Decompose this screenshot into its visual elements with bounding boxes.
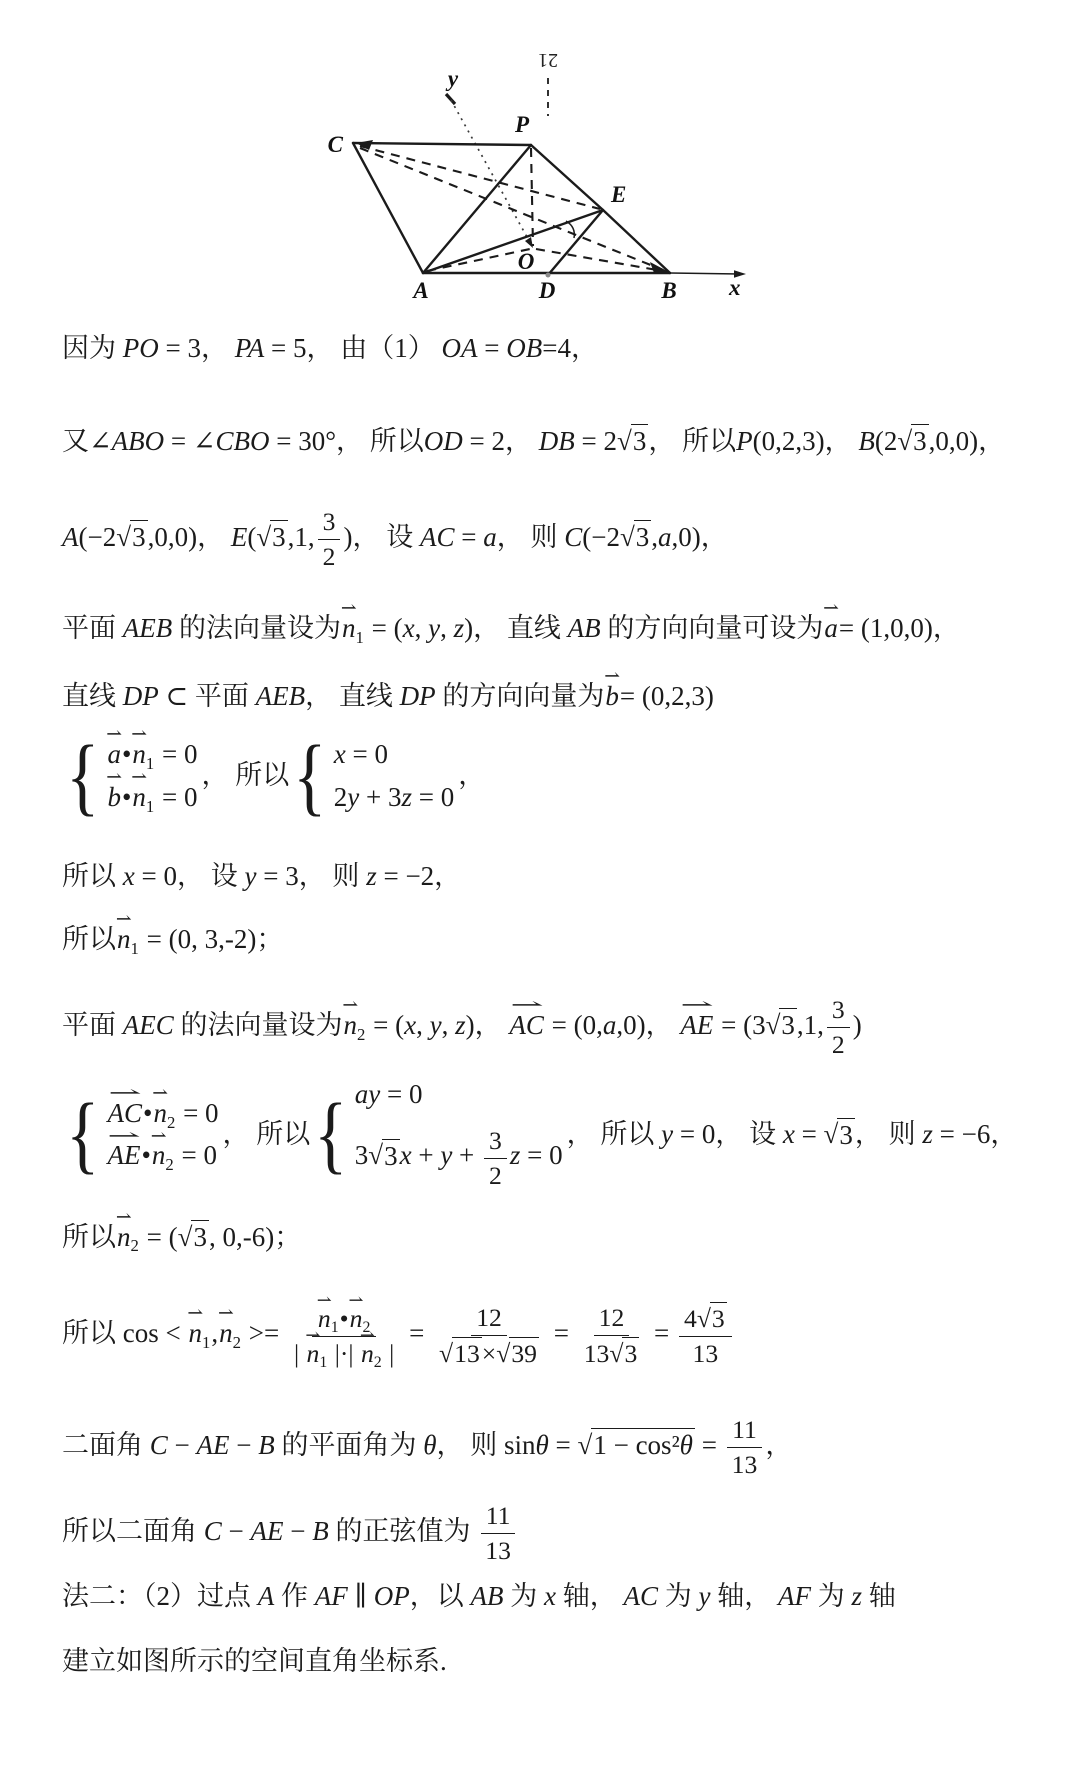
line-coords-a-e-c: A(−2 √ 3 ,0,0) ， E( √ 3 ,1, $\frac{3}{2}$ ) ， 设 AC = a ， 则 C(−2 √ 3 ,a,0) ， <box>62 502 728 573</box>
vector-n1: ⇀ n 1 <box>307 1338 328 1370</box>
fraction: 12 13 √ 3 <box>579 1298 645 1370</box>
segment-CE-dashed <box>360 146 600 209</box>
line-n1-result: 所以 ⇀ n 1 = (0, 3,-2) ； <box>62 923 283 957</box>
radical: √ 3 <box>178 1220 209 1255</box>
edge-CA <box>353 143 423 273</box>
radical: √ 3 <box>368 1139 399 1174</box>
radical: √ 3 <box>766 1008 797 1043</box>
vector-n1: ⇀ n 1 <box>318 1303 339 1335</box>
geometry-figure <box>280 28 780 313</box>
radical: √ 3 <box>609 1337 639 1370</box>
vector-n2: ⇀ n 2 <box>153 1097 175 1131</box>
line-solve-n1: 所以 x = 0 ， 设 y = 3 ， 则 z = −2 ， <box>62 861 462 891</box>
label-P: P <box>514 112 530 137</box>
label-x-axis: x <box>729 275 741 300</box>
line-system-1: { ⇀ a • ⇀ n 1 = 0 ⇀ b • ⇀ n 1 = 0 ， 所以 { x = 0 2y + 3z = 0 ， <box>62 738 485 815</box>
radical: √ 13 <box>439 1337 482 1370</box>
vector-n1: ⇀ n 1 <box>188 1317 210 1351</box>
x-axis <box>670 273 740 274</box>
fraction: 4 √ 3 13 <box>679 1298 732 1370</box>
vector-n1: ⇀ n 1 <box>132 781 154 815</box>
radical: √ 1 − cos²θ <box>578 1428 695 1463</box>
vector-n2: ⇀ n 2 <box>361 1338 382 1370</box>
vector-n2: ⇀ n 2 <box>152 1139 174 1173</box>
vector-n1: ⇀ n 1 <box>117 923 139 957</box>
equation-system: { x = 0 2y + 3z = 0 <box>293 727 455 824</box>
label-y-axis: y <box>447 66 459 91</box>
vector-n2: ⇀ n 2 <box>350 1303 371 1335</box>
label-A: A <box>413 278 429 303</box>
vector-AC: ⇀ AC <box>509 1009 544 1043</box>
radical: √ 3 <box>824 1118 855 1153</box>
line-cos-formula: 所以 cos < ⇀ n 1 , ⇀ n 2 >= ⇀ n 1 • ⇀ n 2 | ⇀ n 1 |·| ⇀ n 2 | = 12 √ 13 × √ 39 = 12 13 √ 3 = 4 √ 3 13 <box>62 1298 735 1370</box>
fraction: 12 √ 13 × √ 39 <box>434 1298 544 1370</box>
vector-n2: ⇀ n 2 <box>219 1317 241 1351</box>
label-E: E <box>611 182 627 207</box>
fraction: $\frac{3}{2}$ <box>318 502 341 573</box>
fraction: $\frac{11}{13}$ <box>480 1496 516 1567</box>
vector-a: ⇀ a <box>107 738 121 772</box>
vector-b: ⇀ b <box>605 680 619 714</box>
vector-n2: ⇀ n 2 <box>344 1009 366 1043</box>
radical: √ 39 <box>496 1337 539 1370</box>
line-method-2: 法二：（2）过点 A 作 AF ∥ OP ，以 AB 为 x 轴， AC 为 y 轴， AF 为 z 轴 <box>62 1581 896 1611</box>
vector-n1: ⇀ n 1 <box>342 612 364 646</box>
label-C: C <box>327 132 343 157</box>
line-because-po-pa: 因为 PO = 3 ， PA = 5 ， 由（1） OA = OB=4 ， <box>62 333 598 363</box>
fraction: $\frac{3}{2}$ <box>827 990 850 1061</box>
radical: √ 3 <box>697 1302 727 1335</box>
label-O: O <box>517 249 535 274</box>
line-dihedral-sin: 二面角 C − AE − B 的平面角为 θ ， 则 sin θ = √ 1 − cos²θ = $\frac{11}{13}$ ， <box>62 1410 792 1481</box>
line-normal-n2: 平面 AEC 的法向量设为 ⇀ n 2 = (x, y, z) ， ⇀ AC = (0,a,0) ， ⇀ AE = (3 √ 3 ,1, $\frac{3}{2}$ ) <box>62 990 862 1061</box>
radical: √ 3 <box>116 520 147 555</box>
line-n2-result: 所以 ⇀ n 2 = ( √ 3 , 0,-6) ； <box>62 1220 301 1255</box>
fraction: ⇀ n 1 • ⇀ n 2 | ⇀ n 1 |·| ⇀ n 2 | <box>289 1299 399 1370</box>
edge-EB <box>603 210 670 273</box>
vector-n1: ⇀ n 1 <box>132 738 154 772</box>
line-dihedral-answer: 所以二面角 C − AE − B 的正弦值为 $\frac{11}{13}$ <box>62 1496 519 1567</box>
edge-CP <box>353 143 531 145</box>
point-D-marker <box>546 273 551 278</box>
vector-AE: ⇀ AE <box>680 1009 713 1043</box>
y-axis-arrowhead <box>525 237 533 248</box>
radical: √ 3 <box>897 424 928 459</box>
equation-system: { ay = 0 3 √ 3 x + y + $\frac{3}{2}$ z = 0 <box>310 1078 562 1192</box>
fraction: $\frac{3}{2}$ <box>484 1121 507 1192</box>
segment-PO-dashed <box>531 148 533 246</box>
line-normal-n1: 平面 AEB 的法向量设为 ⇀ n 1 = (x, y, z) ， 直线 AB 的方向向量可设为 ⇀ a = (1,0,0) ， <box>62 612 960 646</box>
vector-AE: ⇀ AE <box>107 1139 140 1173</box>
vector-b: ⇀ b <box>107 781 121 815</box>
line-angles-od-db: 又 ∠ABO = ∠CBO = 30° ， 所以 OD = 2 ， DB = 2 √ 3 ， 所以 P(0,2,3) ， B(2 √ 3 ,0,0) ， <box>62 424 1005 459</box>
line-setup-coords: 建立如图所示的空间直角坐标系. <box>62 1646 447 1676</box>
rotated-page-number: 21 <box>538 49 558 71</box>
radical: √ 3 <box>620 520 651 555</box>
segment-AO-dashed <box>427 249 530 271</box>
line-system-2: { ⇀ AC • ⇀ n 2 = 0 ⇀ AE • ⇀ n 2 = 0 ， 所以 { ay = 0 3 √ 3 x + y + $\frac{3}{2}$ z = 0 ， 所以 y = 0 ， 设 x = √ 3 ， 则 z = −6 ， <box>62 1078 1017 1192</box>
label-B: B <box>661 278 677 303</box>
line-dp-in-plane: 直线 DP ⊂ 平面 AEB ， 直线 DP 的方向向量为 ⇀ b = (0,2,3) <box>62 680 714 714</box>
arrowhead-at-C <box>356 140 373 150</box>
vector-a: ⇀ a <box>824 612 838 646</box>
label-D: D <box>538 278 556 303</box>
vector-n2: ⇀ n 2 <box>117 1221 139 1255</box>
vector-AC: ⇀ AC <box>107 1097 142 1131</box>
equation-system: { ⇀ a • ⇀ n 1 = 0 ⇀ b • ⇀ n 1 = 0 <box>62 738 198 815</box>
y-axis-tick <box>446 94 455 104</box>
radical: √ 3 <box>256 520 287 555</box>
fraction: $\frac{11}{13}$ <box>727 1410 763 1481</box>
radical: √ 3 <box>617 424 648 459</box>
equation-system: { ⇀ AC • ⇀ n 2 = 0 ⇀ AE • ⇀ n 2 = 0 <box>62 1097 219 1174</box>
